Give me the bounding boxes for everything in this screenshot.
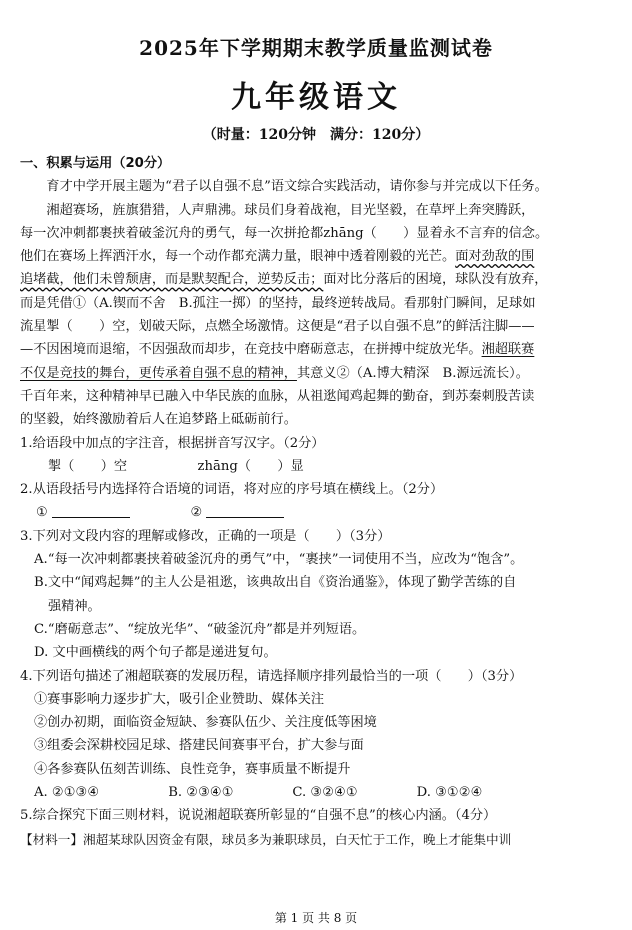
q3-option-a: A.“每一次冲刺都裹挟着破釜沉舟的勇气”中，“裹挟”一词使用不当，应改为“饱含”。 bbox=[34, 552, 524, 568]
q3-option-d: D. 文中画横线的两个句子都是递进复句。 bbox=[34, 645, 277, 661]
passage-text: 他们在赛场上挥洒汗水，每一个动作都充满力量，眼神中透着刚毅的光芒。 bbox=[20, 249, 456, 265]
q4-choice-b: B. ②③④① bbox=[168, 785, 234, 801]
blank-1-label: ① bbox=[36, 505, 48, 521]
q1-item-che: 掣（ ）空 bbox=[48, 458, 128, 474]
passage-line bbox=[20, 362, 618, 385]
passage-line: 湘超赛场，旌旗猎猎，人声鼎沸。球员们身着战袍，目光坚毅，在草坪上奔突腾跃， bbox=[46, 202, 535, 218]
passage-text: —不因困境而退缩，不因强敌而却步，在竞技中磨砺意志，在拼搏中绽放光华。 bbox=[20, 342, 482, 358]
question-1-stem: 1.给语段中加点的字注音，根据拼音写汉字。（2分） bbox=[20, 435, 325, 451]
section-heading: 一、积累与运用（20分） bbox=[20, 156, 171, 171]
section-intro: 育才中学开展主题为“君子以自强不息”语文综合实践活动，请你参与并完成以下任务。 bbox=[46, 179, 548, 195]
passage-line: 每一次冲刺都裹挟着破釜沉舟的勇气，每一次拼抢都zhāng（ ）显着永不言弃的信念。 bbox=[20, 225, 549, 241]
blank-2-label: ② bbox=[190, 505, 203, 521]
q4-choice-a: A. ②①③④ bbox=[34, 785, 100, 801]
q3-option-c: C.“磨砺意志”、“绽放光华”、“破釜沉舟”都是并列短语。 bbox=[34, 621, 366, 637]
time-info: （时量：120分钟 满分：120分） bbox=[202, 127, 430, 143]
passage-line: 而是凭借①（A.锲而不舍 B.孤注一掷）的坚持，最终逆转战局。看那射门瞬间，足球如 bbox=[20, 295, 536, 311]
page-footer: 第 1 页 共 8 页 bbox=[274, 911, 358, 925]
passage-line bbox=[20, 245, 618, 268]
answer-blank-1[interactable] bbox=[52, 503, 130, 518]
material-1-text: 【材料一】湘超某球队因资金有限，球员多为兼职球员，白天忙于工作，晚上才能集中训 bbox=[20, 831, 512, 847]
answer-blank-2[interactable] bbox=[206, 503, 284, 518]
wavy-underlined-sentence-1-cont: 追堵截，他们未曾颓唐，而是默契配合，逆势反击； bbox=[20, 272, 324, 288]
passage-line: 千百年来，这种精神早已融入中华民族的血脉，从祖逖闻鸡起舞的勤奋，到苏秦刺股苦读 bbox=[20, 388, 535, 404]
exam-title: 2025年下学期期末教学质量监测试卷 bbox=[139, 36, 493, 60]
q4-choice-c: C. ③②④① bbox=[292, 785, 358, 801]
question-5-stem: 5.综合探究下面三则材料，说说湘超联赛所彰显的“自强不息”的核心内涵。（4分） bbox=[20, 808, 497, 824]
subject-title: 九年级语文 bbox=[231, 80, 401, 115]
question-1-items bbox=[20, 455, 618, 478]
q4-choices bbox=[20, 781, 618, 804]
question-2-stem: 2.从语段括号内选择符合语境的词语，将对应的序号填在横线上。（2分） bbox=[20, 482, 444, 498]
wavy-underlined-sentence-1: 面对劲敌的围 bbox=[455, 249, 535, 265]
passage-text: 面对比分落后的困境，球队没有放弃， bbox=[323, 272, 548, 288]
underlined-sentence-2-cont: 不仅是竞技的舞台，更传承着自强不息的精神， bbox=[20, 365, 297, 381]
question-4-stem: 4.下列语句描述了湘超联赛的发展历程，请选择顺序排列最恰当的一项（ ）（3分） bbox=[20, 668, 523, 684]
q4-item: ②创办初期，面临资金短缺、参赛队伍少、关注度低等困境 bbox=[34, 715, 377, 731]
passage-line: 的坚毅，始终激励着后人在追梦路上砥砺前行。 bbox=[20, 412, 297, 428]
q4-item: ④各参赛队伍刻苦训练、良性竞争，赛事质量不断提升 bbox=[34, 761, 351, 777]
q3-option-b: B.文中“闻鸡起舞”的主人公是祖逖，该典故出自《资治通鉴》，体现了勤学苦练的自 bbox=[34, 575, 517, 591]
q4-choice-d: D. ③①②④ bbox=[416, 785, 483, 801]
question-3-stem: 3.下列对文段内容的理解或修改，正确的一项是（ ）（3分） bbox=[20, 528, 391, 544]
q4-item: ①赛事影响力逐步扩大，吸引企业赞助、媒体关注 bbox=[34, 691, 325, 707]
q1-item-zhang: zhāng（ ）显 bbox=[197, 458, 304, 474]
passage-line bbox=[20, 268, 618, 291]
passage-text: 其意义②（A.博大精深 B.源远流长）。 bbox=[296, 365, 529, 381]
question-2-blanks bbox=[20, 501, 618, 524]
q4-item: ③组委会深耕校园足球、搭建民间赛事平台，扩大参与面 bbox=[34, 738, 364, 754]
exam-content bbox=[20, 152, 618, 851]
underlined-sentence-2: 湘超联赛 bbox=[481, 342, 535, 358]
q3-option-b-cont: 强精神。 bbox=[48, 598, 101, 614]
passage-line bbox=[20, 338, 618, 361]
passage-line: 流星掣（ ）空，划破天际，点燃全场激情。这便是“君子以自强不息”的鲜活注脚—— bbox=[20, 319, 535, 335]
